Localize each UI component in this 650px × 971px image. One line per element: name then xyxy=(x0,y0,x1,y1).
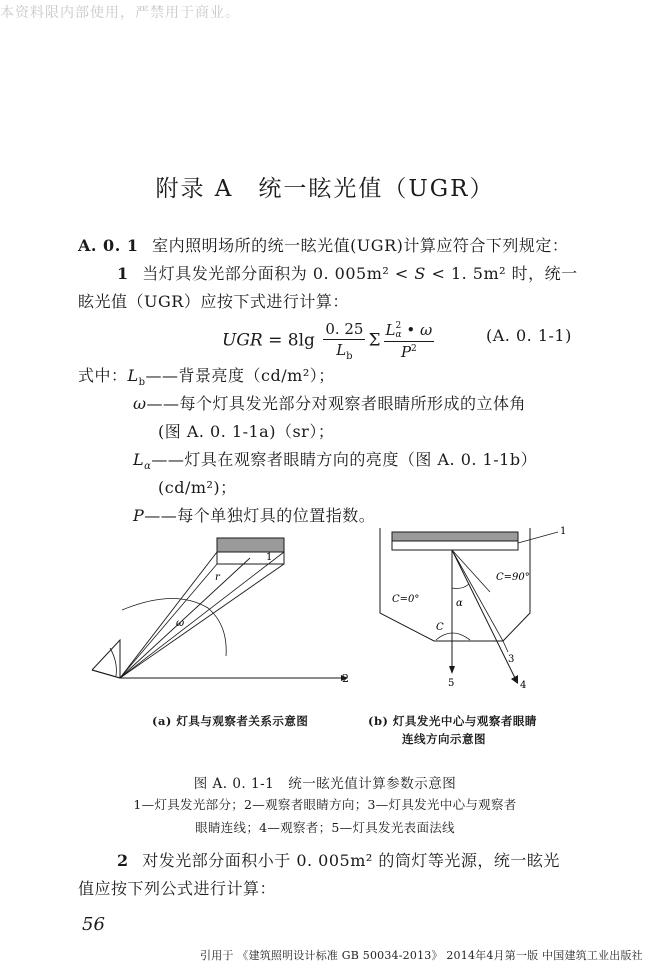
def-lb-sub: b xyxy=(138,377,146,389)
item2-text: 对发光部分面积小于 0. 005m² 的筒灯等光源，统一眩光 xyxy=(142,851,560,870)
formula-num1: 0. 25 xyxy=(325,320,364,338)
formula-den2-sup: 2 xyxy=(411,344,417,354)
eye-arc xyxy=(110,648,116,676)
clause-line xyxy=(78,238,568,254)
ugr-formula xyxy=(222,320,437,362)
figure-a-diagram xyxy=(80,530,370,705)
item1-line2: 眩光值（UGR）应按下式进行计算： xyxy=(78,292,349,311)
fig-b-label-1: 1 xyxy=(560,526,567,537)
fig-a-label-1: 1 xyxy=(266,552,273,563)
fig-a-label-2: 2 xyxy=(342,672,349,685)
formula-num2-rest: • ω xyxy=(401,321,433,339)
formula-num2-sub: α xyxy=(395,330,402,340)
def-omega-text: ——每个灯具发光部分对观察者眼睛所形成的立体角 xyxy=(146,394,527,413)
formula-sum: Σ xyxy=(368,330,381,351)
item1-line1 xyxy=(117,266,578,282)
def-p-text: ——每个单独灯具的位置指数。 xyxy=(144,506,376,525)
def-p-symbol: P xyxy=(133,506,145,525)
formula-den1: L xyxy=(336,341,347,359)
watermark: 本资料限内部使用，严禁用于商业。 xyxy=(0,5,240,21)
fig-b-label-alpha: α xyxy=(456,598,463,609)
leader-line-1 xyxy=(518,532,558,543)
def-la-cont: (cd/m²)； xyxy=(158,478,237,497)
item2-line1 xyxy=(117,853,560,869)
def-la-text: ——灯具在观察者眼睛方向的亮度（图 A. 0. 1-1b） xyxy=(151,450,538,469)
def-la-sub: α xyxy=(144,461,152,473)
def-lb-symbol: L xyxy=(127,366,139,385)
item2-number: 2 xyxy=(117,851,129,870)
formula-number: (A. 0. 1-1) xyxy=(486,326,572,345)
def-lb xyxy=(78,368,335,391)
fig-b-label-c90: C=90° xyxy=(496,572,530,583)
item1-text-b: < 1. 5m² 时，统一 xyxy=(425,264,578,283)
figure-b-caption-line2: 连线方向示意图 xyxy=(402,732,486,746)
formula-eq: = 8lg xyxy=(262,330,321,351)
radius-line xyxy=(120,558,250,678)
item1-var-s: S xyxy=(414,264,426,283)
def-la xyxy=(133,452,537,475)
formula-fraction-1 xyxy=(323,320,365,362)
luminaire-a-body xyxy=(217,552,284,564)
figure-b-diagram xyxy=(370,518,585,698)
def-la-symbol: L xyxy=(133,450,145,469)
formula-fraction-2 xyxy=(384,321,435,361)
eye-shape xyxy=(92,640,120,678)
clause-number: A. 0. 1 xyxy=(78,236,139,255)
def-p xyxy=(133,508,375,524)
figure-a-caption: (a) 灯具与观察者关系示意图 xyxy=(152,714,309,728)
formula-den2: P xyxy=(400,343,412,361)
fig-b-label-c0: C=0° xyxy=(392,594,420,605)
item1-text-a: 当灯具发光部分面积为 0. 005m² < xyxy=(142,264,415,283)
item1-number: 1 xyxy=(117,264,129,283)
fig-b-label-4: 4 xyxy=(520,680,527,691)
luminaire-a-shaded xyxy=(217,538,284,552)
appendix-title: 附录 A 统一眩光值（UGR） xyxy=(155,176,495,202)
fig-a-label-omega: ω xyxy=(176,618,185,629)
figure-caption: 图 A. 0. 1-1 统一眩光值计算参数示意图 xyxy=(193,776,457,792)
eye-connecting-line xyxy=(452,550,515,678)
figure-note-line1: 1—灯具发光部分；2—观察者眼睛方向；3—灯具发光中心与观察者 xyxy=(133,797,517,812)
figure-note-line2: 眼睛连线；4—观察者；5—灯具发光表面法线 xyxy=(195,820,455,835)
formula-num2-sup: 2 xyxy=(395,321,402,331)
def-lead: 式中： xyxy=(78,366,128,385)
def-omega-cont: (图 A. 0. 1-1a)（sr）； xyxy=(158,422,335,441)
eye-lower-lid xyxy=(92,670,120,678)
figure-b-caption-line1: (b) 灯具发光中心与观察者眼睛 xyxy=(368,714,537,728)
fig-b-label-c: C xyxy=(436,622,444,633)
page-footer: 引用于 《建筑照明设计标准 GB 50034-2013》 2014年4月第一版 中国建筑工业出版社 xyxy=(200,949,643,962)
item2-line2: 值应按下列公式进行计算： xyxy=(78,879,277,898)
fig-b-label-3: 3 xyxy=(508,654,515,665)
formula-lhs: UGR xyxy=(222,330,263,351)
luminaire-b-body xyxy=(392,541,518,550)
normal-arrowhead xyxy=(449,666,455,674)
fig-a-label-r: r xyxy=(215,572,220,583)
formula-num2: L xyxy=(385,321,396,339)
luminaire-b-shaded xyxy=(392,532,518,541)
clause-text: 室内照明场所的统一眩光值(UGR)计算应符合下列规定： xyxy=(152,236,569,255)
def-lb-text: ——背景亮度（cd/m²）； xyxy=(145,366,335,385)
leader-line-3 xyxy=(503,641,508,652)
alpha-arc xyxy=(452,584,469,589)
observer-line xyxy=(452,550,503,641)
c90-line xyxy=(452,550,490,592)
formula-den1-sub: b xyxy=(346,351,353,362)
def-omega xyxy=(133,396,526,412)
page-number: 56 xyxy=(82,914,105,935)
fig-b-label-5: 5 xyxy=(448,678,455,689)
c-angle-arc xyxy=(436,633,470,640)
def-omega-symbol: ω xyxy=(133,394,147,413)
